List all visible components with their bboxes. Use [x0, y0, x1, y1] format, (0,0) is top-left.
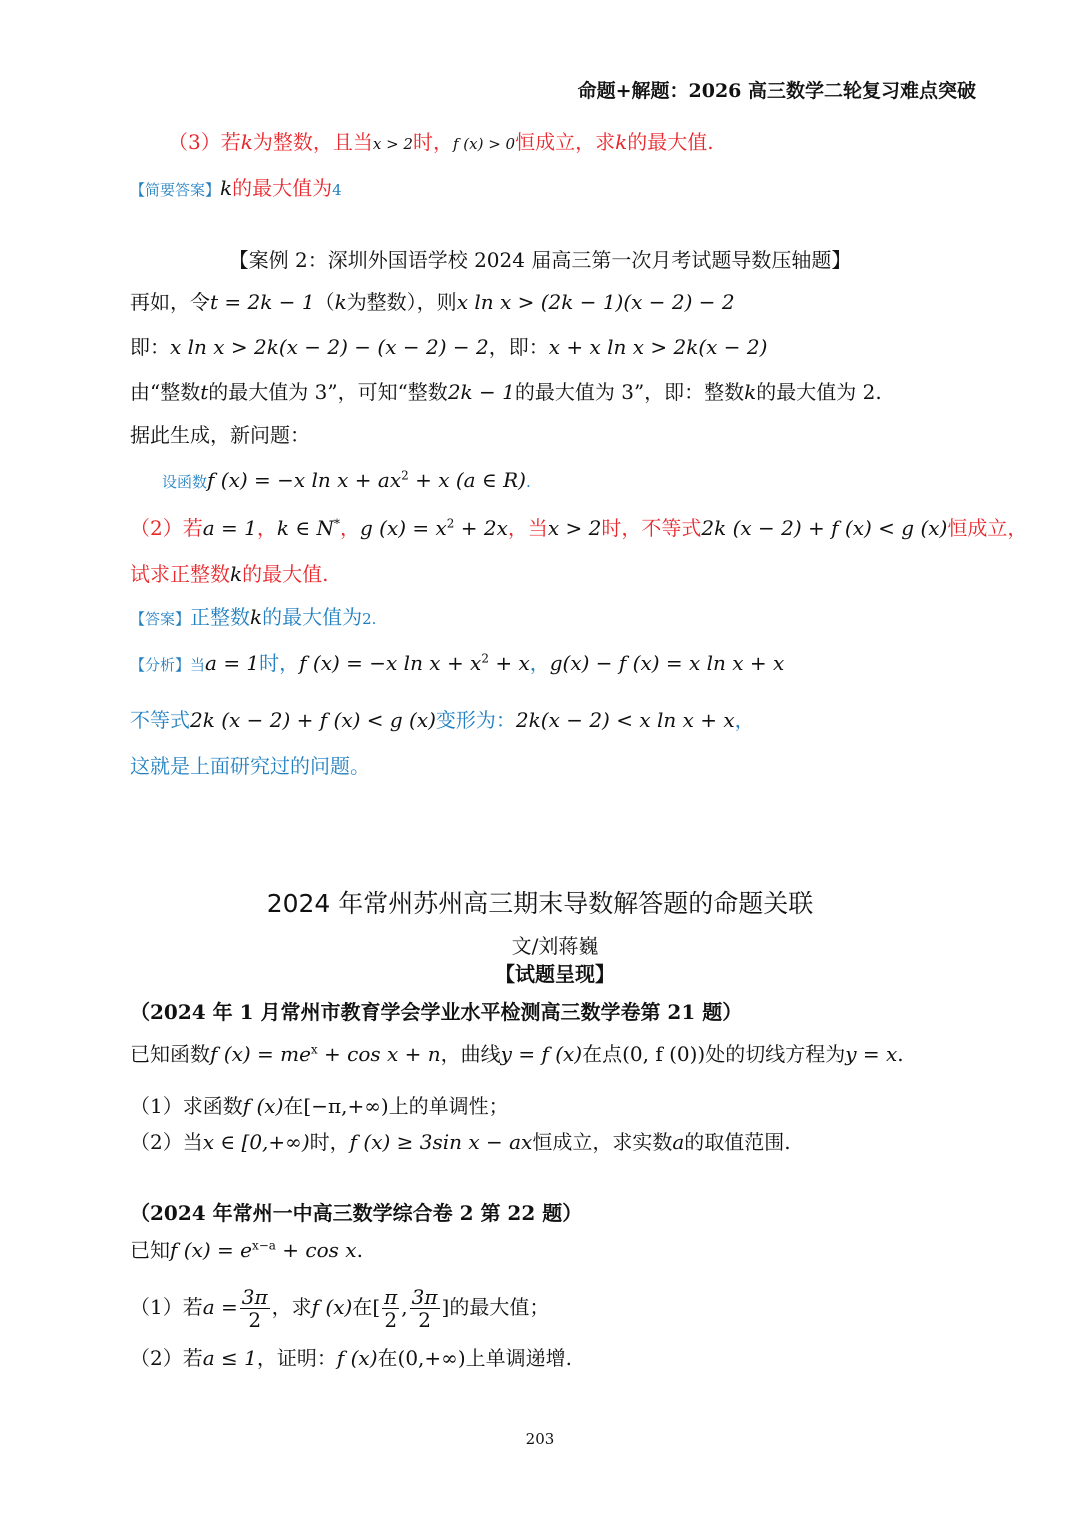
p2-given [130, 1236, 363, 1264]
math: + 2x [454, 516, 508, 540]
section-heading: 【试题呈现】 [495, 962, 615, 986]
superscript: 2 [446, 516, 455, 531]
math: f (x) = me [210, 1042, 311, 1066]
math: (0,+∞) [397, 1346, 466, 1370]
math: a = [202, 1295, 238, 1319]
math: + cos x [275, 1238, 357, 1262]
text: ，曲线 [440, 1042, 501, 1066]
analysis [130, 649, 784, 679]
text: （2）当 [130, 1130, 203, 1154]
text: . [897, 1042, 904, 1066]
text: 上的单调性； [388, 1094, 509, 1118]
text: 的最大值. [242, 562, 329, 586]
fraction-lower [382, 1286, 399, 1331]
page-number: 203 [525, 1430, 555, 1448]
text: ， [340, 516, 360, 540]
p1-given [130, 1040, 904, 1068]
brief-answer-k: k [220, 176, 233, 200]
text: 的最大值为 3”，即：整数 [514, 380, 745, 404]
text: 试求正整数 [130, 562, 230, 586]
text: 时， [309, 1130, 350, 1154]
math: f (x) [242, 1094, 284, 1118]
text: ，即： [488, 335, 549, 359]
p1-sub1 [130, 1092, 509, 1120]
text: 上单调递增. [465, 1346, 572, 1370]
answer [130, 603, 376, 633]
math-t: t [200, 380, 209, 404]
text: ，证明： [256, 1346, 337, 1370]
denominator: 2 [384, 1308, 398, 1332]
text: 即： [130, 335, 170, 359]
math: f (x) = −x ln x + x [299, 651, 482, 675]
superscript: 2 [401, 468, 409, 483]
text: 处的切线方程为 [705, 1042, 846, 1066]
q3-text3: 恒成立，求 [515, 130, 616, 154]
text: （ [314, 290, 335, 314]
article-title: 2024 年常州苏州高三期末导数解答题的命题关联 [266, 889, 814, 918]
text: 恒成立，求实数 [532, 1130, 673, 1154]
math: k ∈ N [276, 516, 334, 540]
text: 的最大值为 [262, 605, 363, 629]
text: 的最大值为 3”，可知“整数 [208, 380, 448, 404]
text: ，求 [271, 1295, 312, 1319]
text: （2）若 [130, 516, 203, 540]
question-2-line2 [130, 560, 328, 588]
text: ， [529, 651, 550, 675]
text: （1）若 [130, 1295, 203, 1319]
text: ， [734, 708, 755, 732]
math: 2k(x − 2) < x ln x + x [515, 708, 735, 732]
line-set [162, 466, 531, 496]
q3-inequality: f (x) > 0 [452, 135, 516, 153]
q3-condition: x > 2 [372, 135, 413, 153]
superscript: 2 [481, 651, 489, 666]
text: ，当 [507, 516, 548, 540]
math: a ≤ 1 [202, 1346, 257, 1370]
fraction-upper [410, 1286, 440, 1331]
math-t-def: t = 2k − 1 [210, 290, 315, 314]
text: 当 [190, 656, 206, 674]
q3-label: （3）若 [168, 130, 241, 154]
text: ， [256, 516, 277, 540]
math-k: k [250, 605, 263, 629]
text: 为整数），则 [346, 290, 457, 314]
math: x ∈ [0,+∞) [202, 1130, 310, 1154]
math: y = x [845, 1042, 898, 1066]
text: 的最大值； [449, 1295, 550, 1319]
math-inequality-2: x + x ln x > 2k(x − 2) [548, 335, 768, 359]
brief-answer-text: 的最大值为 [232, 176, 333, 200]
comma: , [401, 1295, 408, 1319]
q3-text4: 的最大值. [627, 130, 714, 154]
brief-answer [130, 174, 342, 204]
this-line: 这就是上面研究过的问题。 [130, 754, 370, 778]
text: 时，不等式 [601, 516, 702, 540]
page-header: 命题+解题：2026 高三数学二轮复习难点突破 [577, 80, 976, 102]
text: 变形为： [435, 708, 516, 732]
p1-sub2 [130, 1128, 791, 1156]
text: 再如，令 [130, 290, 210, 314]
text: 不等式 [130, 708, 190, 732]
math: a = 1 [205, 651, 260, 675]
math-inequality: x ln x > 2k(x − 2) − (x − 2) − 2 [170, 335, 489, 359]
text: 已知 [130, 1238, 170, 1262]
question-3 [168, 128, 714, 158]
q3-text1: 为整数，且当 [252, 130, 373, 154]
math-inequality: x ln x > (2k − 1)(x − 2) − 2 [456, 290, 735, 314]
article-author: 文/刘蒋巍 [511, 934, 599, 958]
text: 在 [377, 1346, 398, 1370]
math-k: k [744, 380, 757, 404]
text: 由“整数 [130, 380, 201, 404]
text: 的最大值为 2. [756, 380, 882, 404]
math: + cos x + n [317, 1042, 441, 1066]
math: g(x) − f (x) = x ln x + x [549, 651, 785, 675]
text: 恒成立， [947, 516, 1028, 540]
math-k: k [230, 562, 243, 586]
superscript: * [334, 516, 340, 531]
question-2 [130, 514, 1027, 542]
line-again [130, 288, 735, 316]
text: 时， [259, 651, 300, 675]
p2-sub2 [130, 1344, 572, 1372]
ineq-transform [130, 706, 755, 734]
text: . [356, 1238, 363, 1262]
text: 正整数 [190, 605, 251, 629]
numerator: 3π [241, 1285, 268, 1309]
brief-answer-tag: 【简要答案】 [130, 181, 221, 199]
math: f (x) = e [170, 1238, 252, 1262]
text: . [525, 473, 531, 491]
math: f (x) [311, 1295, 353, 1319]
p1-source: （2024 年 1 月常州市教育学会学业水平检测高三数学卷第 21 题） [130, 1000, 743, 1024]
math: + x [488, 651, 530, 675]
text: 在 [352, 1295, 373, 1319]
text: （1）求函数 [130, 1094, 243, 1118]
line-you [130, 378, 882, 406]
text: 在 [283, 1094, 304, 1118]
numerator: 3π [411, 1285, 438, 1309]
math: g (x) = x [360, 516, 447, 540]
math: a = 1 [202, 516, 257, 540]
math: f (x) ≥ 3sin x − ax [349, 1130, 533, 1154]
math-k: k [334, 290, 347, 314]
q3-k: k [240, 130, 253, 154]
numerator: π [384, 1285, 398, 1309]
case2-title: 【案例 2：深圳外国语学校 2024 届高三第一次月考试题导数压轴题】 [228, 248, 852, 272]
math-expr: 2k − 1 [447, 380, 515, 404]
math-function: f (x) = −x ln x + ax [207, 468, 402, 492]
math: 2k (x − 2) + f (x) < g (x) [190, 708, 436, 732]
math-a: a [672, 1130, 685, 1154]
line-ju: 据此生成，新问题： [130, 423, 310, 447]
q3-k2: k [615, 130, 628, 154]
text: 设函数 [162, 473, 208, 491]
text: 的取值范围. [684, 1130, 791, 1154]
math: (0, f (0)) [622, 1042, 706, 1066]
math: f (x) [336, 1346, 378, 1370]
superscript: x−a [251, 1238, 276, 1253]
answer-tag: 【答案】 [130, 610, 191, 628]
bracket: ] [441, 1295, 450, 1319]
text: （2）若 [130, 1346, 203, 1370]
math: y = f (x) [500, 1042, 583, 1066]
fraction-a [240, 1286, 270, 1331]
math: [−π,+∞) [303, 1094, 389, 1118]
text: 在点 [582, 1042, 623, 1066]
math: x > 2 [547, 516, 602, 540]
p2-source: （2024 年常州一中高三数学综合卷 2 第 22 题） [130, 1201, 583, 1225]
brief-answer-value: 4 [332, 181, 342, 199]
math-function-rest: + x (a ∈ R) [408, 468, 526, 492]
p2-sub1 [130, 1282, 549, 1332]
analysis-tag: 【分析】 [130, 656, 191, 674]
superscript: x [310, 1042, 318, 1057]
bracket: [ [372, 1295, 381, 1319]
line-ji [130, 333, 767, 361]
denominator: 2 [248, 1308, 262, 1332]
denominator: 2 [418, 1308, 431, 1332]
q3-text2: 时， [412, 130, 453, 154]
math: 2k (x − 2) + f (x) < g (x) [701, 516, 948, 540]
answer-value: 2. [362, 610, 377, 628]
text: 已知函数 [130, 1042, 210, 1066]
